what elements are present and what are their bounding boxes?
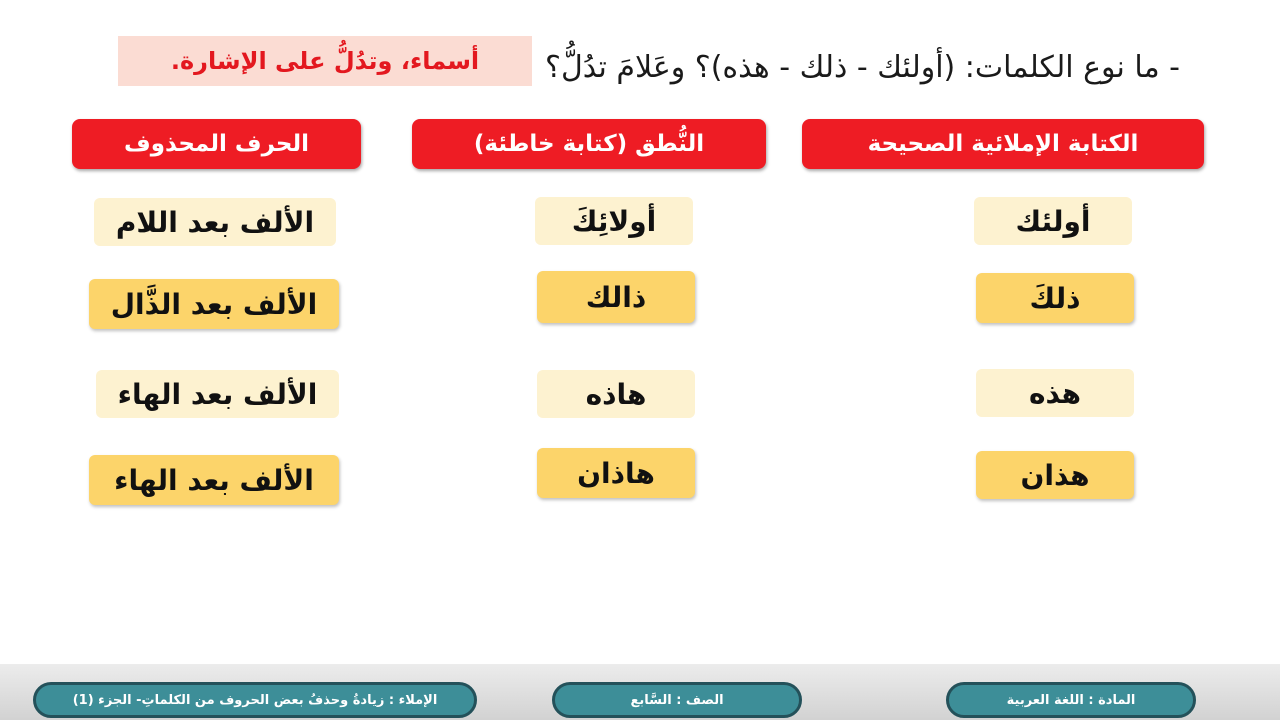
deleted-letter-cell: الألف بعد اللام: [94, 198, 336, 246]
correct-word-cell: هذان: [976, 451, 1134, 499]
question-text: - ما نوع الكلمات: (أولئك - ذلك - هذه)؟ وعَلامَ تدُلُّ؟: [545, 50, 1180, 85]
answer-text: أسماء، وتدُلُّ على الإشارة.: [170, 47, 480, 75]
correct-word-cell: أولئك: [974, 197, 1132, 245]
deleted-letter-cell: الألف بعد الهاء: [96, 370, 339, 418]
pronunciation-cell: هاذان: [537, 448, 695, 498]
correct-word-cell: ذلكَ: [976, 273, 1134, 323]
pronunciation-cell: أولائِكَ: [535, 197, 693, 245]
header-pronunciation: النُّطق (كتابة خاطئة): [412, 119, 766, 169]
correct-word-cell: هذه: [976, 369, 1134, 417]
deleted-letter-cell: الألف بعد الذَّال: [89, 279, 339, 329]
pronunciation-cell: ذالك: [537, 271, 695, 323]
deleted-letter-cell: الألف بعد الهاء: [89, 455, 339, 505]
pronunciation-cell: هاذه: [537, 370, 695, 418]
answer-box: [118, 36, 532, 86]
grade-label: الصف : السَّابع: [552, 682, 802, 718]
header-deleted-letter: الحرف المحذوف: [72, 119, 361, 169]
subject-label: المادة : اللغة العربية: [946, 682, 1196, 718]
lesson-label: الإملاء : زيادةُ وحذفُ بعض الحروف من الكلماتِ- الجزء (1): [33, 682, 477, 718]
header-correct-spelling: الكتابة الإملائية الصحيحة: [802, 119, 1204, 169]
